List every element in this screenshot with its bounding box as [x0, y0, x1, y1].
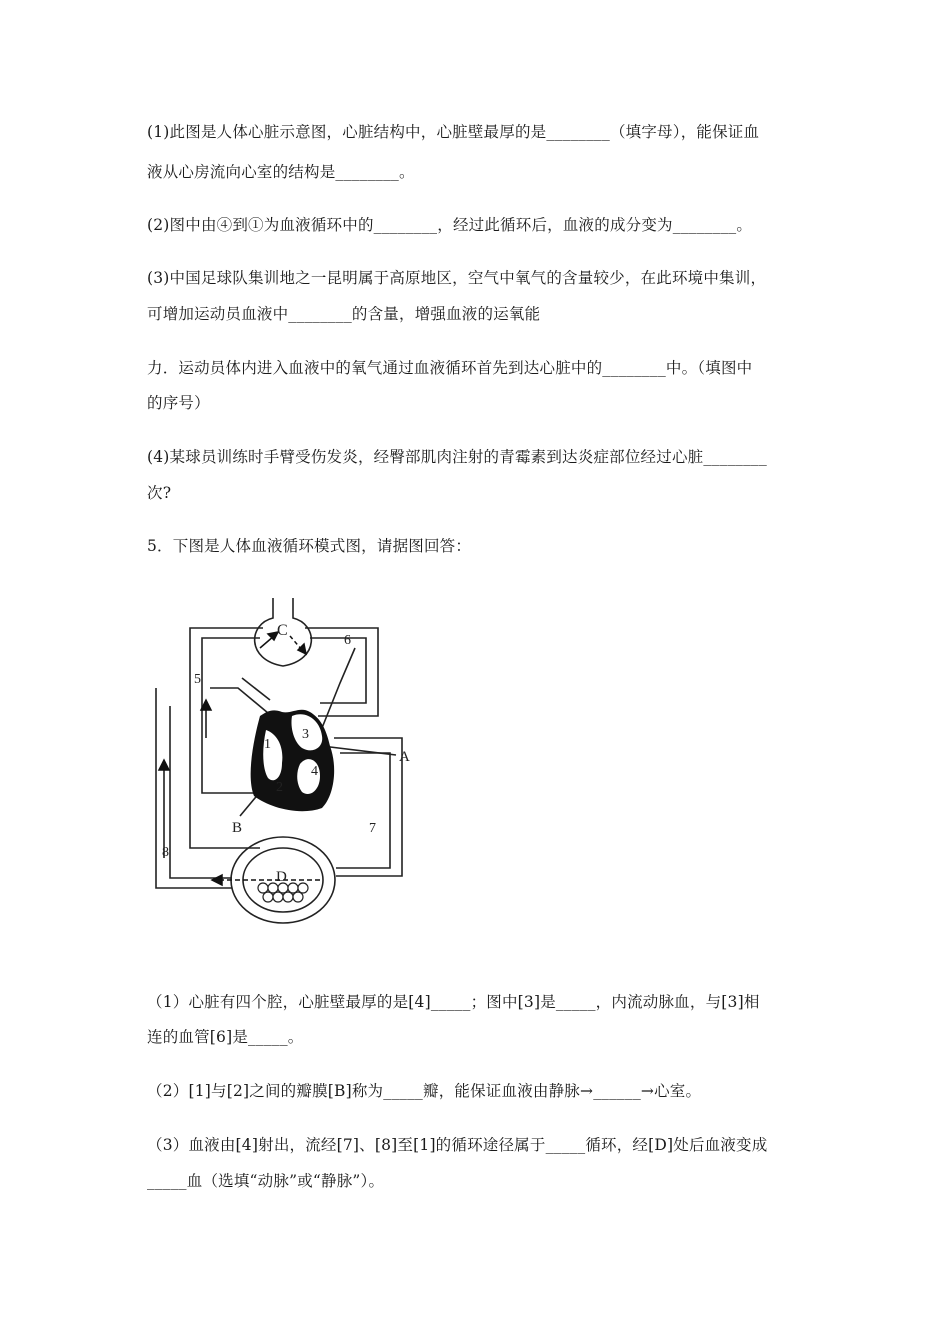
label-6: 6 — [344, 633, 351, 648]
q5-heading: 5．下图是人体血液循环模式图，请据图回答： — [147, 537, 472, 555]
q4-part3-line3: 力．运动员体内进入血液中的氧气通过血液循环首先到达心脏中的________中。（填图中 — [147, 359, 753, 377]
q4-part3-line2: 可增加运动员血液中________的含量，增强血液的运氧能 — [147, 305, 541, 323]
label-7: 7 — [369, 821, 376, 836]
q4-part2-line: (2)图中由④到①为血液循环中的________，经过此循环后，血液的成分变为________。 — [147, 216, 753, 234]
label-2: 2 — [276, 780, 283, 795]
blood-circulation-diagram — [150, 588, 420, 933]
label-5: 5 — [194, 672, 201, 687]
q4-part3-line1: (3)中国足球队集训地之一昆明属于高原地区，空气中氧气的含量较少，在此环境中集训， — [147, 269, 767, 287]
q5-part3-line2: _____血（选填“动脉”或“静脉”）。 — [147, 1172, 385, 1190]
q5-part2-line: （2）[1]与[2]之间的瓣膜[B]称为_____瓣，能保证血液由静脉→______→心室。 — [147, 1082, 702, 1100]
q5-part3-line1: （3）血液由[4]射出，流经[7]、[8]至[1]的循环途径属于_____循环，经[D]处后血液变成 — [147, 1136, 768, 1154]
q4-part4-line2: 次? — [147, 484, 172, 502]
q4-part1-line2: 液从心房流向心室的结构是________。 — [147, 163, 415, 181]
label-b: B — [232, 820, 243, 836]
label-a: A — [399, 749, 410, 765]
label-1: 1 — [264, 737, 271, 752]
label-c: C — [277, 622, 288, 639]
label-4: 4 — [311, 764, 318, 779]
label-3: 3 — [302, 727, 309, 742]
q4-part3-line4: 的序号） — [147, 394, 210, 412]
q4-part1-line1: (1)此图是人体心脏示意图，心脏结构中，心脏壁最厚的是________（填字母），能保证血 — [147, 123, 760, 141]
label-8: 8 — [162, 845, 169, 860]
label-d: D — [276, 869, 287, 885]
q5-part1-line1: （1）心脏有四个腔，心脏壁最厚的是[4]_____；图中[3]是_____，内流动脉血，与[3]相 — [147, 993, 760, 1011]
q5-part1-line2: 连的血管[6]是_____。 — [147, 1028, 304, 1046]
q4-part4-line1: (4)某球员训练时手臂受伤发炎，经臀部肌肉注射的青霉素到达炎症部位经过心脏________ — [147, 448, 767, 466]
